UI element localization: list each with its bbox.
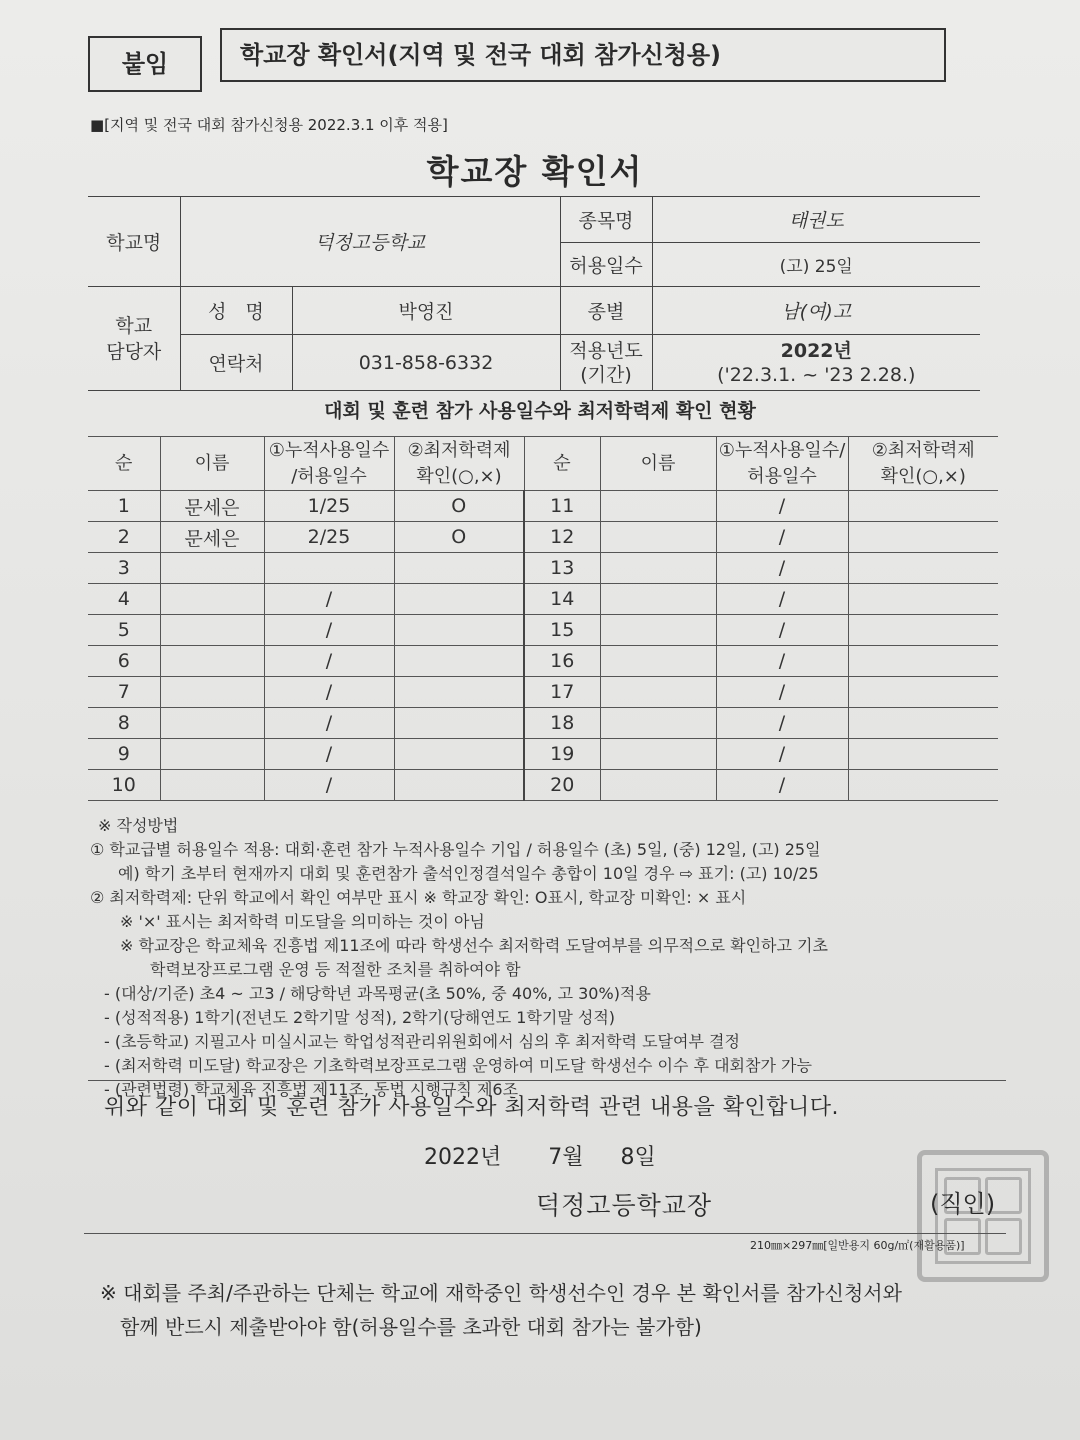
table-row: [88, 739, 998, 770]
manager-label-line1: 학교: [115, 314, 153, 337]
row-usage-right: /: [716, 615, 848, 646]
table-row: [88, 491, 998, 522]
apply-year: 2022년: [780, 339, 852, 362]
row-name-left: [160, 770, 264, 801]
row-check-left: [394, 739, 524, 770]
table-row: [88, 677, 998, 708]
row-name-right: [600, 646, 716, 677]
row-name-left: [160, 584, 264, 615]
seal-label: (직인): [930, 1190, 996, 1218]
col-name-right: 이름: [600, 437, 716, 491]
row-name-right: [600, 491, 716, 522]
col-usage-right-line2: 허용일수: [747, 465, 817, 487]
gender-label: 종별: [560, 287, 652, 335]
col-check-left: [394, 437, 524, 491]
table-row: [88, 522, 998, 553]
row-usage-left: 1/25: [264, 491, 394, 522]
row-usage-right: /: [716, 770, 848, 801]
row-num-left: 5: [88, 615, 160, 646]
row-name-left: [160, 708, 264, 739]
row-check-left: [394, 584, 524, 615]
col-check-right-line1: ②최저학력제: [871, 439, 975, 461]
note-line: - (대상/기준) 초4 ~ 고3 / 해당학년 과목평균(초 50%, 중 40%, 고 30%)적용: [104, 984, 651, 1003]
row-check-right: [848, 491, 998, 522]
row-usage-right: /: [716, 522, 848, 553]
footer-notice-line2: 함께 반드시 제출받아야 함(허용일수를 초과한 대회 참가는 불가함): [100, 1315, 702, 1339]
row-usage-left: /: [264, 770, 394, 801]
note-line: - (초등학교) 지필고사 미실시교는 학업성적관리위원회에서 심의 후 최저학력 도달여부 결정: [104, 1032, 740, 1051]
note-line: ※ '×' 표시는 최저학력 미도달을 의미하는 것이 아님: [104, 912, 485, 931]
paper-spec: 210㎜×297㎜[일반용지 60g/㎡(재활용품)]: [750, 1239, 965, 1252]
row-name-left: [160, 677, 264, 708]
row-check-right: [848, 615, 998, 646]
contact-label: 연락처: [180, 335, 292, 391]
sport-label: 종목명: [560, 197, 652, 243]
col-name-left: 이름: [160, 437, 264, 491]
row-num-left: 2: [88, 522, 160, 553]
section-title: 대회 및 훈련 참가 사용일수와 최저학력제 확인 현황: [324, 400, 756, 422]
row-usage-left: [264, 553, 394, 584]
notes-divider: [88, 1080, 1006, 1081]
row-check-right: [848, 522, 998, 553]
col-num-left: 순: [88, 437, 160, 491]
allowed-days-value: (고) 25일: [652, 243, 980, 287]
note-line: - (최저학력 미도달) 학교장은 기초학력보장프로그램 운영하여 미도달 학생선수 이수 후 대회참가 가능: [104, 1056, 812, 1075]
row-name-left: [160, 646, 264, 677]
row-name-right: [600, 770, 716, 801]
row-check-right: [848, 770, 998, 801]
row-name-right: [600, 522, 716, 553]
row-num-left: 3: [88, 553, 160, 584]
row-usage-right: /: [716, 677, 848, 708]
form-title: 학교장 확인서(지역 및 전국 대회 참가신청용): [240, 41, 722, 69]
table-row: [88, 708, 998, 739]
row-usage-right: /: [716, 491, 848, 522]
date-year: 2022년: [424, 1145, 502, 1170]
row-usage-right: /: [716, 646, 848, 677]
row-usage-right: /: [716, 584, 848, 615]
col-usage-left-line2: /허용일수: [291, 465, 367, 487]
note-line: 학력보장프로그램 운영 등 적절한 조치를 취하여야 함: [118, 960, 521, 979]
row-name-right: [600, 677, 716, 708]
row-check-right: [848, 646, 998, 677]
date-day: 8일: [620, 1145, 656, 1170]
school-name-label: 학교명: [88, 197, 180, 287]
date-month: 7월: [548, 1145, 584, 1170]
apply-year-label-line2: (기간): [580, 363, 632, 386]
row-name-left: 문세은: [160, 522, 264, 553]
info-table: [88, 196, 980, 391]
row-num-right: 11: [524, 491, 600, 522]
col-check-left-line2: 확인(○,×): [416, 465, 502, 487]
row-num-right: 14: [524, 584, 600, 615]
attach-label-box: [88, 36, 202, 92]
row-check-right: [848, 584, 998, 615]
row-check-left: O: [394, 491, 524, 522]
row-num-right: 20: [524, 770, 600, 801]
col-check-right: [848, 437, 998, 491]
row-num-right: 15: [524, 615, 600, 646]
table-row: [88, 584, 998, 615]
row-check-right: [848, 708, 998, 739]
row-num-left: 1: [88, 491, 160, 522]
row-check-right: [848, 739, 998, 770]
row-name-right: [600, 615, 716, 646]
row-usage-left: /: [264, 708, 394, 739]
note-line: - (관련법령) 학교체육 진흥법 제11조, 동법 시행규칙 제6조: [104, 1080, 519, 1099]
row-check-left: O: [394, 522, 524, 553]
footer-notice-line1: ※ 대회를 주최/주관하는 단체는 학교에 재학중인 학생선수인 경우 본 확인서를 참가신청서와: [100, 1281, 902, 1305]
sub-note: ■[지역 및 전국 대회 참가신청용 2022.3.1 이후 적용]: [90, 116, 448, 134]
row-name-left: [160, 615, 264, 646]
row-usage-right: /: [716, 708, 848, 739]
row-num-right: 12: [524, 522, 600, 553]
row-num-left: 6: [88, 646, 160, 677]
name-label: 성 명: [180, 287, 292, 335]
col-check-left-line1: ②최저학력제: [407, 439, 511, 461]
row-num-left: 8: [88, 708, 160, 739]
col-num-right: 순: [524, 437, 600, 491]
bottom-divider: [84, 1233, 1006, 1234]
school-name-value: 덕정고등학교: [180, 197, 560, 287]
table-row: [88, 553, 998, 584]
row-num-right: 18: [524, 708, 600, 739]
row-num-right: 19: [524, 739, 600, 770]
row-check-right: [848, 553, 998, 584]
col-usage-left: [264, 437, 394, 491]
row-check-left: [394, 615, 524, 646]
row-usage-left: 2/25: [264, 522, 394, 553]
principal-name: 덕정고등학교장: [536, 1191, 713, 1220]
col-check-right-line2: 확인(○,×): [880, 465, 966, 487]
apply-year-value: [652, 335, 980, 391]
col-usage-right: [716, 437, 848, 491]
row-check-right: [848, 677, 998, 708]
sport-value: 태권도: [652, 197, 980, 243]
row-usage-left: /: [264, 646, 394, 677]
row-check-left: [394, 646, 524, 677]
note-line: ※ 작성방법: [98, 816, 179, 835]
row-usage-right: /: [716, 553, 848, 584]
row-usage-right: /: [716, 739, 848, 770]
col-usage-left-line1: ①누적사용일수: [268, 439, 390, 461]
issue-date: [424, 1140, 656, 1171]
row-check-left: [394, 677, 524, 708]
row-num-left: 7: [88, 677, 160, 708]
row-num-right: 16: [524, 646, 600, 677]
row-name-right: [600, 708, 716, 739]
row-name-right: [600, 553, 716, 584]
col-usage-right-line1: ①누적사용일수/: [718, 439, 846, 461]
attach-label: 붙임: [121, 50, 169, 78]
note-line: 예) 학기 초부터 현재까지 대회 및 훈련참가 출석인정결석일수 총합이 10일 경우 ⇨ 표기: (고) 10/25: [102, 864, 819, 883]
row-num-right: 13: [524, 553, 600, 584]
footer-notice: [100, 1276, 902, 1344]
confirm-text: 위와 같이 대회 및 훈련 참가 사용일수와 최저학력 관련 내용을 확인합니다.: [104, 1095, 839, 1120]
row-num-left: 10: [88, 770, 160, 801]
row-num-right: 17: [524, 677, 600, 708]
row-check-left: [394, 708, 524, 739]
row-usage-left: /: [264, 584, 394, 615]
row-name-left: [160, 739, 264, 770]
note-line: ※ 학교장은 학교체육 진흥법 제11조에 따라 학생선수 최저학력 도달여부를 의무적으로 확인하고 기초: [104, 936, 828, 955]
row-usage-left: /: [264, 739, 394, 770]
row-name-left: [160, 553, 264, 584]
apply-period: ('22.3.1. ~ '23 2.28.): [717, 363, 916, 386]
row-name-left: 문세은: [160, 491, 264, 522]
note-line: ① 학교급별 허용일수 적용: 대회·훈련 참가 누적사용일수 기입 / 허용일수 (초) 5일, (중) 12일, (고) 25일: [90, 840, 821, 859]
allowed-days-label: 허용일수: [560, 243, 652, 287]
name-value: 박영진: [292, 287, 560, 335]
status-table: [88, 436, 998, 801]
writing-notes: [90, 814, 1030, 1102]
row-check-left: [394, 770, 524, 801]
row-num-left: 9: [88, 739, 160, 770]
row-usage-left: /: [264, 615, 394, 646]
row-usage-left: /: [264, 677, 394, 708]
manager-label-line2: 담당자: [106, 340, 162, 363]
row-num-left: 4: [88, 584, 160, 615]
contact-value: 031-858-6332: [292, 335, 560, 391]
apply-year-label: [560, 335, 652, 391]
document-title: 학교장 확인서: [426, 152, 644, 191]
form-title-box: [220, 28, 946, 82]
row-name-right: [600, 739, 716, 770]
note-line: - (성적적용) 1학기(전년도 2학기말 성적), 2학기(당해연도 1학기말 성적): [104, 1008, 616, 1027]
table-row: [88, 770, 998, 801]
manager-label: [88, 287, 180, 391]
gender-value: 남(여)고: [652, 287, 980, 335]
table-row: [88, 646, 998, 677]
row-name-right: [600, 584, 716, 615]
note-line: ② 최저학력제: 단위 학교에서 확인 여부만 표시 ※ 학교장 확인: O표시, 학교장 미확인: × 표시: [90, 888, 747, 907]
apply-year-label-line1: 적용년도: [569, 339, 643, 362]
table-row: [88, 615, 998, 646]
row-check-left: [394, 553, 524, 584]
